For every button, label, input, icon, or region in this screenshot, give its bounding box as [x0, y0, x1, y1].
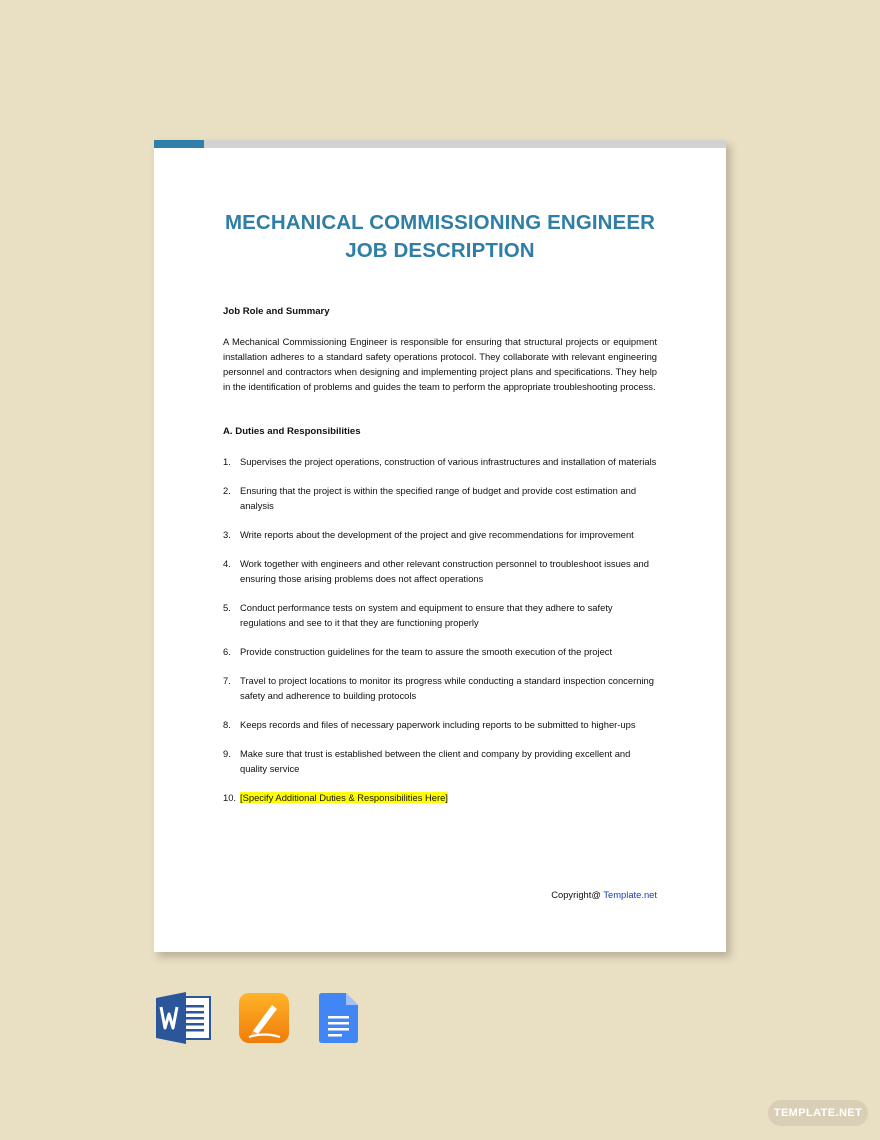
- list-item: [223, 527, 657, 542]
- list-item: [223, 717, 657, 732]
- title-line-1: MECHANICAL COMMISSIONING ENGINEER: [224, 211, 656, 234]
- list-item: [223, 644, 657, 659]
- list-item: [223, 454, 657, 469]
- list-item: [223, 790, 657, 805]
- list-text: Make sure that trust is established between the client and company by providing excellent and quality service: [240, 748, 631, 774]
- section-heading-summary: Job Role and Summary: [223, 306, 330, 317]
- list-text: Write reports about the development of the project and give recommendations for improvement: [240, 529, 634, 540]
- list-item: [223, 673, 657, 703]
- list-number: 4.: [223, 558, 231, 569]
- top-bar: [154, 140, 726, 148]
- list-number: 6.: [223, 646, 231, 657]
- summary-paragraph: A Mechanical Commissioning Engineer is responsible for ensuring that structural projects or equipment installation adheres to a standard safety operations protocol. They collaborate with relevant engineering personnel and contractors when designing and implementing project plans and specifications. They help in the identification of problems and guides the team to perform the appropriate troubleshooting process.: [223, 336, 657, 392]
- copyright-line: [551, 889, 657, 900]
- list-text: Supervises the project operations, construction of various infrastructures and installation of materials: [240, 456, 657, 467]
- list-number: 2.: [223, 485, 231, 496]
- list-text: Provide construction guidelines for the team to assure the smooth execution of the project: [240, 646, 613, 657]
- section-heading-duties: A. Duties and Responsibilities: [223, 426, 361, 437]
- template-net-link[interactable]: Template.net: [603, 889, 657, 900]
- placeholder-highlight: [Specify Additional Duties & Responsibilities Here]: [240, 792, 448, 803]
- document-title: [154, 209, 726, 265]
- list-number: 8.: [223, 719, 231, 730]
- list-number: 7.: [223, 675, 231, 686]
- template-net-badge[interactable]: TEMPLATE.NET: [768, 1100, 868, 1126]
- list-item: [223, 600, 657, 630]
- list-number: 3.: [223, 529, 231, 540]
- document-page: [154, 140, 726, 952]
- duties-list: [223, 454, 657, 805]
- list-text: Keeps records and files of necessary paperwork including reports to be submitted to higher-ups: [240, 719, 636, 730]
- google-docs-icon[interactable]: [318, 992, 360, 1044]
- list-item: [223, 556, 657, 586]
- copyright-prefix: Copyright@: [551, 889, 604, 900]
- list-item: [223, 746, 657, 776]
- list-number: 5.: [223, 602, 231, 613]
- list-item: [223, 483, 657, 513]
- list-text: Ensuring that the project is within the specified range of budget and provide cost estimation and analysis: [240, 485, 637, 511]
- word-icon[interactable]: [154, 992, 212, 1044]
- list-text: Conduct performance tests on system and equipment to ensure that they adhere to safety regulations and see to it that they are functioning properly: [240, 602, 613, 628]
- list-number: 1.: [223, 456, 231, 467]
- list-text: Travel to project locations to monitor its progress while conducting a standard inspection concerning safety and adherence to building protocols: [240, 675, 654, 701]
- list-number: 10.: [223, 792, 237, 803]
- list-text: Work together with engineers and other relevant construction personnel to troubleshoot issues and ensuring those arising problems does not affect operations: [240, 558, 649, 584]
- document-body: [223, 304, 657, 819]
- title-line-2: JOB DESCRIPTION: [345, 239, 535, 262]
- top-bar-accent: [154, 140, 204, 148]
- pages-icon[interactable]: [238, 992, 290, 1044]
- list-number: 9.: [223, 748, 231, 759]
